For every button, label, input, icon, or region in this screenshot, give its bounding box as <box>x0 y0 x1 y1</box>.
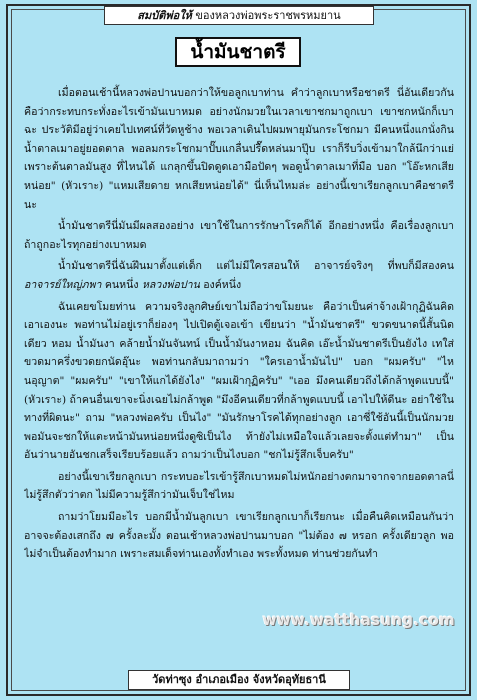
teacher-2-name: หลวงพ่อปาน <box>141 278 200 291</box>
teacher-1-count: คนหนึ่ง <box>104 278 139 291</box>
paragraph-1: เมื่อตอนเช้านี้หลวงพ่อปานบอกว่าให้ขอลูกเบาท่าน คำว่าลูกเบาหรือชาตรี นี่อันเดียวกัน คือว่ากระทบกระทั่งอะไรเข้ามันเบาหมด อย่างนักมวยในเวลาเขาชกมาถูกเบา เขาชกหนักก็เบาฉะ ประวัติมีอยู่ว่าเคยไปเทศน์ที่วัดหูช้าง พอเวลาเดินไปผมพายุมันกระโชกมา มีคนหนึ่งแกนั่งกินน้ำตาลเมาอยู่ยอดตาล พอลมกระโชกมาปั๊บแกลื่นปรื๊ดหล่นมาปุ๊บ เราก็รีบวิ่งเข้ามาใกล้นึกว่าแย่ เพราะต้นตาลมันสูง ที่ไหนได้ แกลุกขึ้นปิดดูดเอามือปัดๆ พอดูน้ำตาลเมาที่มือ บอก "โอ๊ะหกเสียหน่อย" (หัวเราะ) "แหมเสียดาย หกเสียหน่อยได้" นี่เห็นไหมล่ะ อย่างนี้เขาเรียกลูกเบาคือชาตรีนะ <box>24 87 454 211</box>
book-subtitle: ของหลวงพ่อพระราชพรหมยาน <box>195 9 341 22</box>
paragraph-5: อย่างนี้เขาเรียกลูกเบา กระทบอะไรเข้ารู้สึกเบาหมดไม่หนักอย่างตกมาจากจากยอดตาลนี่ไม่รู้สึกตัวว่าตก ไม่มีความรู้สึกว่ามันเจ็บใช่ไหม <box>24 470 454 502</box>
teacher-1-name: อาจารย์ใหญ่ภพา <box>24 278 102 291</box>
paragraph-3-text: น้ำมันชาตรีนี่ฉันฝึนมาตั้งแต่เด็ก แต่ไม่มีใครสอนให้ อาจารย์จริงๆ ที่พบก็มีสองคน <box>58 260 454 273</box>
paragraph-3 <box>24 257 454 294</box>
paragraph-2: น้ำมันชาตรีนี่มันมีผลสองอย่าง เขาใช้ในการรักษาโรคก็ได้ อีกอย่างหนึ่ง คือเรื่องลูกเบา ถ้าถูกอะไรทุกอย่างเบาหมด <box>24 220 454 251</box>
website-watermark: www.watthasung.com <box>262 611 455 629</box>
footer-label: วัดท่าซุง อำเภอเมือง จังหวัดอุทัยธานี <box>128 670 350 690</box>
chapter-title: น้ำมันชาตรี <box>175 37 301 67</box>
running-header <box>104 6 374 25</box>
book-title: สมบัติพ่อให้ <box>137 9 192 22</box>
teacher-2-count: องค์หนึ่ง <box>203 278 242 291</box>
paragraph-6: ถามว่าโยมมีอะไร บอกมีน้ำมันลูกเบา เขาเรียกลูกเบาก็เรียกนะ เมื่อคืนคิดเหมือนกันว่าอาจจะต้องเสกถึง ๗ ครั้งละมั้ง ตอนเช้าหลวงพ่อปานมาบอก "ไม่ต้อง ๗ หรอก ครั้งเดียวลูก พอ ไม่จำเป็นต้องทำมาก เพราะสมเด็จท่านเองทั้งทำเอง พระทั้งหมด ท่านช่วยกันทำ <box>24 511 454 561</box>
paragraph-4: ฉันเคยขโมยท่าน ความจริงลูกศิษย์เขาไม่ถือว่าขโมยนะ คือว่าเป็นค่าจ้างเฝ้ากุฏิฉันคิดเอาเองนะ พอท่านไม่อยู่เราก็ย่องๆ ไปเปิดตู้เจอเข้า เขียนว่า "น้ำมันชาตรี" ขวดขนาดนี้สั้นนิดเดียว หอม น้ำมันงา คล้ายน้ำมันจันทน์ เป็นน้ำมันงาหอม ฉันคิด เอ๊ะน้ำมันชาตรีเป็นยังไง เทใส่ขวดมาครึ่งขวดยกนัดอุ๊นะ พอท่านกลับมาถามว่า "ใครเอาน้ำมันไป" บอก "ผมครับ" "ไหนอุญาต" "ผมครับ" "เขาให้แกได้ยังไง" "ผมเฝ้ากุฏิครับ" "เออ มึงคนเดียวถึงได้กล้าพูดแบบนี้" (หัวเราะ) ถ้าคนอื่นเขาจะนิ่งเฉยไม่กล้าพูด "มึงอีคนเดียวที่กล้าพูดแบบนี้ เอาไปให้ดีนะ อย่าใช้ในทางที่ผิดนะ" ถาม "หลวงพ่อครับ เป็นไง" "มันรักษาโรคได้ทุกอย่างลูก เอาซี่ใช้อันนี้เป็นนักมวยพอมันจะชกให้แตะหน้ามันหน่อยหนึ่งดูซิเป็นไง ท้ายังไม่เหมือใจแล้วเลยจะตั้งแต่ทำมา" เป็นอันว่านายอันชกเสร็จเรียบร้อยแล้ว ถามว่าเป็นไงบอก "ชกไม่รู้สึกเจ็บครับ" <box>24 300 454 462</box>
body-text <box>24 84 454 656</box>
